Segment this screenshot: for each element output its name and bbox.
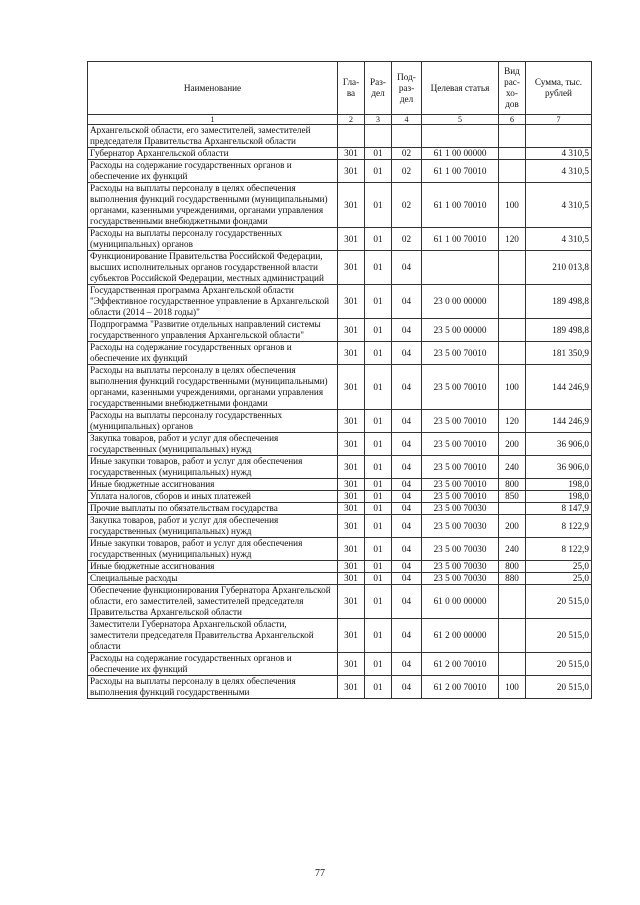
row-subsection: 02 [392, 228, 422, 251]
row-chapter: 301 [338, 319, 365, 342]
table-row [88, 479, 592, 491]
row-amount: 189 498,8 [526, 285, 592, 319]
table-row [88, 148, 592, 160]
row-section: 01 [365, 653, 392, 676]
row-subsection: 04 [392, 503, 422, 515]
row-name: Архангельской области, его заместителей, заместителей председателя Правительства Архангельской области [88, 125, 338, 148]
row-chapter: 301 [338, 365, 365, 410]
row-amount: 36 906,0 [526, 456, 592, 479]
row-name: Иные закупки товаров, работ и услуг для обеспечения государственных (муниципальных) нужд [88, 538, 338, 561]
row-name: Губернатор Архангельской области [88, 148, 338, 160]
row-section: 01 [365, 491, 392, 503]
row-section: 01 [365, 456, 392, 479]
row-chapter: 301 [338, 561, 365, 573]
row-amount: 198,0 [526, 491, 592, 503]
row-amount: 20 515,0 [526, 676, 592, 699]
row-expense-type: 200 [499, 515, 526, 538]
row-section: 01 [365, 148, 392, 160]
row-subsection: 04 [392, 573, 422, 585]
col-number: 3 [365, 115, 392, 125]
row-subsection: 04 [392, 365, 422, 410]
row-subsection: 04 [392, 342, 422, 365]
row-subsection [392, 125, 422, 148]
table-row [88, 676, 592, 699]
table-row [88, 183, 592, 228]
row-section: 01 [365, 365, 392, 410]
row-target-item: 23 5 00 70010 [422, 365, 499, 410]
row-section: 01 [365, 183, 392, 228]
row-chapter: 301 [338, 653, 365, 676]
row-subsection: 02 [392, 160, 422, 183]
row-expense-type: 240 [499, 456, 526, 479]
table-row [88, 619, 592, 653]
row-chapter: 301 [338, 619, 365, 653]
row-subsection: 04 [392, 491, 422, 503]
row-target-item: 23 5 00 70010 [422, 410, 499, 433]
row-section: 01 [365, 160, 392, 183]
row-chapter: 301 [338, 228, 365, 251]
row-chapter: 301 [338, 456, 365, 479]
row-target-item: 61 1 00 70010 [422, 160, 499, 183]
table-row [88, 365, 592, 410]
row-chapter: 301 [338, 183, 365, 228]
row-name: Расходы на выплаты персоналу в целях обеспечения выполнения функций государственными (муниципальными) органами, казенными учреждениями, органами управления государственными внебюджетными фондами [88, 183, 338, 228]
row-section: 01 [365, 433, 392, 456]
row-amount: 20 515,0 [526, 653, 592, 676]
row-expense-type [499, 503, 526, 515]
row-subsection: 02 [392, 148, 422, 160]
row-name: Заместители Губернатора Архангельской области, заместители председателя Правительства Архангельской области [88, 619, 338, 653]
table-row [88, 503, 592, 515]
row-name: Расходы на содержание государственных органов и обеспечение их функций [88, 160, 338, 183]
row-target-item: 23 5 00 70010 [422, 479, 499, 491]
row-section: 01 [365, 573, 392, 585]
row-name: Иные закупки товаров, работ и услуг для обеспечения государственных (муниципальных) нужд [88, 456, 338, 479]
row-name: Обеспечение функционирования Губернатора Архангельской области, его заместителей, заместителей председателя Правительства Архангельской области [88, 585, 338, 619]
table-row [88, 285, 592, 319]
table-row [88, 160, 592, 183]
row-chapter: 301 [338, 342, 365, 365]
table-row [88, 125, 592, 148]
row-expense-type: 850 [499, 491, 526, 503]
row-chapter: 301 [338, 491, 365, 503]
row-subsection: 04 [392, 285, 422, 319]
row-subsection: 04 [392, 515, 422, 538]
row-section: 01 [365, 503, 392, 515]
row-expense-type [499, 148, 526, 160]
row-name: Закупка товаров, работ и услуг для обеспечения государственных (муниципальных) нужд [88, 515, 338, 538]
row-chapter: 301 [338, 515, 365, 538]
row-chapter: 301 [338, 538, 365, 561]
col-number: 7 [526, 115, 592, 125]
row-expense-type: 800 [499, 561, 526, 573]
row-subsection: 04 [392, 653, 422, 676]
header-chapter: Гла-ва [338, 62, 365, 115]
row-amount: 4 310,5 [526, 160, 592, 183]
row-chapter: 301 [338, 479, 365, 491]
row-amount: 4 310,5 [526, 228, 592, 251]
row-amount: 20 515,0 [526, 619, 592, 653]
row-expense-type [499, 585, 526, 619]
row-target-item: 23 5 00 00000 [422, 319, 499, 342]
row-name: Уплата налогов, сборов и иных платежей [88, 491, 338, 503]
row-chapter: 301 [338, 676, 365, 699]
table-row [88, 342, 592, 365]
row-chapter: 301 [338, 160, 365, 183]
row-expense-type [499, 160, 526, 183]
row-subsection: 04 [392, 619, 422, 653]
row-expense-type: 120 [499, 410, 526, 433]
row-chapter [338, 125, 365, 148]
row-name: Расходы на выплаты персоналу государственных (муниципальных) органов [88, 228, 338, 251]
table-row [88, 456, 592, 479]
table-row [88, 228, 592, 251]
row-target-item: 23 5 00 70030 [422, 538, 499, 561]
row-amount: 189 498,8 [526, 319, 592, 342]
row-amount: 198,0 [526, 479, 592, 491]
row-amount: 210 013,8 [526, 251, 592, 285]
row-subsection: 04 [392, 410, 422, 433]
row-expense-type [499, 125, 526, 148]
row-name: Иные бюджетные ассигнования [88, 561, 338, 573]
col-number: 4 [392, 115, 422, 125]
row-amount: 8 122,9 [526, 515, 592, 538]
col-number: 5 [422, 115, 499, 125]
row-subsection: 04 [392, 251, 422, 285]
row-expense-type [499, 319, 526, 342]
row-target-item: 23 0 00 00000 [422, 285, 499, 319]
row-name: Иные бюджетные ассигнования [88, 479, 338, 491]
row-target-item: 61 0 00 00000 [422, 585, 499, 619]
row-subsection: 04 [392, 433, 422, 456]
row-chapter: 301 [338, 410, 365, 433]
row-subsection: 04 [392, 676, 422, 699]
row-expense-type [499, 653, 526, 676]
header-amount: Сумма, тыс. рублей [526, 62, 592, 115]
row-expense-type: 100 [499, 676, 526, 699]
row-amount: 181 350,9 [526, 342, 592, 365]
row-section: 01 [365, 585, 392, 619]
column-number-row [88, 115, 592, 125]
header-subsection: Под-раз-дел [392, 62, 422, 115]
row-target-item: 61 1 00 00000 [422, 148, 499, 160]
col-number: 2 [338, 115, 365, 125]
row-expense-type: 880 [499, 573, 526, 585]
row-section: 01 [365, 676, 392, 699]
row-amount: 144 246,9 [526, 365, 592, 410]
row-target-item: 61 1 00 70010 [422, 183, 499, 228]
row-target-item: 23 5 00 70010 [422, 456, 499, 479]
row-expense-type [499, 285, 526, 319]
row-expense-type [499, 251, 526, 285]
row-target-item: 23 5 00 70030 [422, 561, 499, 573]
header-target-item: Целевая статья [422, 62, 499, 115]
row-amount: 36 906,0 [526, 433, 592, 456]
budget-table [87, 61, 592, 699]
table-row [88, 319, 592, 342]
header-row [88, 62, 592, 115]
row-target-item: 61 1 00 70010 [422, 228, 499, 251]
row-chapter: 301 [338, 585, 365, 619]
table-row [88, 491, 592, 503]
row-subsection: 04 [392, 319, 422, 342]
row-section: 01 [365, 410, 392, 433]
row-section: 01 [365, 538, 392, 561]
row-target-item: 23 5 00 70010 [422, 491, 499, 503]
row-amount: 4 310,5 [526, 148, 592, 160]
header-expense-type: Вид рас-хо-дов [499, 62, 526, 115]
row-chapter: 301 [338, 285, 365, 319]
row-chapter: 301 [338, 148, 365, 160]
table-row [88, 433, 592, 456]
row-target-item: 61 2 00 00000 [422, 619, 499, 653]
row-expense-type [499, 619, 526, 653]
row-expense-type: 200 [499, 433, 526, 456]
row-subsection: 04 [392, 456, 422, 479]
col-number: 1 [88, 115, 338, 125]
row-amount: 8 147,9 [526, 503, 592, 515]
row-section: 01 [365, 561, 392, 573]
row-expense-type: 800 [499, 479, 526, 491]
row-name: Прочие выплаты по обязательствам государства [88, 503, 338, 515]
row-name: Закупка товаров, работ и услуг для обеспечения государственных (муниципальных) нужд [88, 433, 338, 456]
row-chapter: 301 [338, 433, 365, 456]
row-name: Расходы на содержание государственных органов и обеспечение их функций [88, 653, 338, 676]
row-target-item: 23 5 00 70030 [422, 573, 499, 585]
row-name: Государственная программа Архангельской области "Эффективное государственное управление в Архангельской области (2014 – 2018 годы)" [88, 285, 338, 319]
row-subsection: 04 [392, 561, 422, 573]
row-target-item: 61 2 00 70010 [422, 653, 499, 676]
row-amount: 144 246,9 [526, 410, 592, 433]
row-name: Подпрограмма "Развитие отдельных направлений системы государственного управления Архангельской области" [88, 319, 338, 342]
table-row [88, 653, 592, 676]
row-target-item [422, 251, 499, 285]
table-row [88, 515, 592, 538]
row-section: 01 [365, 251, 392, 285]
row-section: 01 [365, 319, 392, 342]
row-target-item: 23 5 00 70010 [422, 342, 499, 365]
row-target-item: 23 5 00 70010 [422, 433, 499, 456]
row-section [365, 125, 392, 148]
budget-page [87, 61, 591, 699]
col-number: 6 [499, 115, 526, 125]
row-name: Расходы на выплаты персоналу в целях обеспечения выполнения функций государственными [88, 676, 338, 699]
row-name: Расходы на выплаты персоналу в целях обеспечения выполнения функций государственными (муниципальными) органами, казенными учреждениями, органами управления государственными внебюджетными фондами [88, 365, 338, 410]
row-section: 01 [365, 515, 392, 538]
table-row [88, 538, 592, 561]
row-name: Расходы на выплаты персоналу государственных (муниципальных) органов [88, 410, 338, 433]
table-row [88, 251, 592, 285]
row-amount [526, 125, 592, 148]
row-section: 01 [365, 285, 392, 319]
row-name: Функционирование Правительства Российской Федерации, высших исполнительных органов государственной власти субъектов Российской Федерации, местных администраций [88, 251, 338, 285]
row-subsection: 02 [392, 183, 422, 228]
row-target-item: 23 5 00 70030 [422, 515, 499, 538]
row-expense-type: 100 [499, 183, 526, 228]
row-section: 01 [365, 479, 392, 491]
row-subsection: 04 [392, 479, 422, 491]
header-name: Наименование [88, 62, 338, 115]
row-subsection: 04 [392, 538, 422, 561]
row-section: 01 [365, 619, 392, 653]
table-body [88, 125, 592, 699]
row-section: 01 [365, 228, 392, 251]
table-row [88, 561, 592, 573]
row-amount: 20 515,0 [526, 585, 592, 619]
row-amount: 25,0 [526, 561, 592, 573]
row-chapter: 301 [338, 503, 365, 515]
row-chapter: 301 [338, 251, 365, 285]
row-amount: 4 310,5 [526, 183, 592, 228]
table-row [88, 585, 592, 619]
header-section: Раз-дел [365, 62, 392, 115]
row-expense-type: 100 [499, 365, 526, 410]
row-target-item: 61 2 00 70010 [422, 676, 499, 699]
row-target-item [422, 125, 499, 148]
row-name: Специальные расходы [88, 573, 338, 585]
table-row [88, 573, 592, 585]
row-expense-type: 240 [499, 538, 526, 561]
row-expense-type: 120 [499, 228, 526, 251]
row-chapter: 301 [338, 573, 365, 585]
row-subsection: 04 [392, 585, 422, 619]
row-target-item: 23 5 00 70030 [422, 503, 499, 515]
row-amount: 8 122,9 [526, 538, 592, 561]
row-section: 01 [365, 342, 392, 365]
table-row [88, 410, 592, 433]
row-name: Расходы на содержание государственных органов и обеспечение их функций [88, 342, 338, 365]
row-expense-type [499, 342, 526, 365]
page-number: 77 [315, 868, 325, 879]
row-amount: 25,0 [526, 573, 592, 585]
